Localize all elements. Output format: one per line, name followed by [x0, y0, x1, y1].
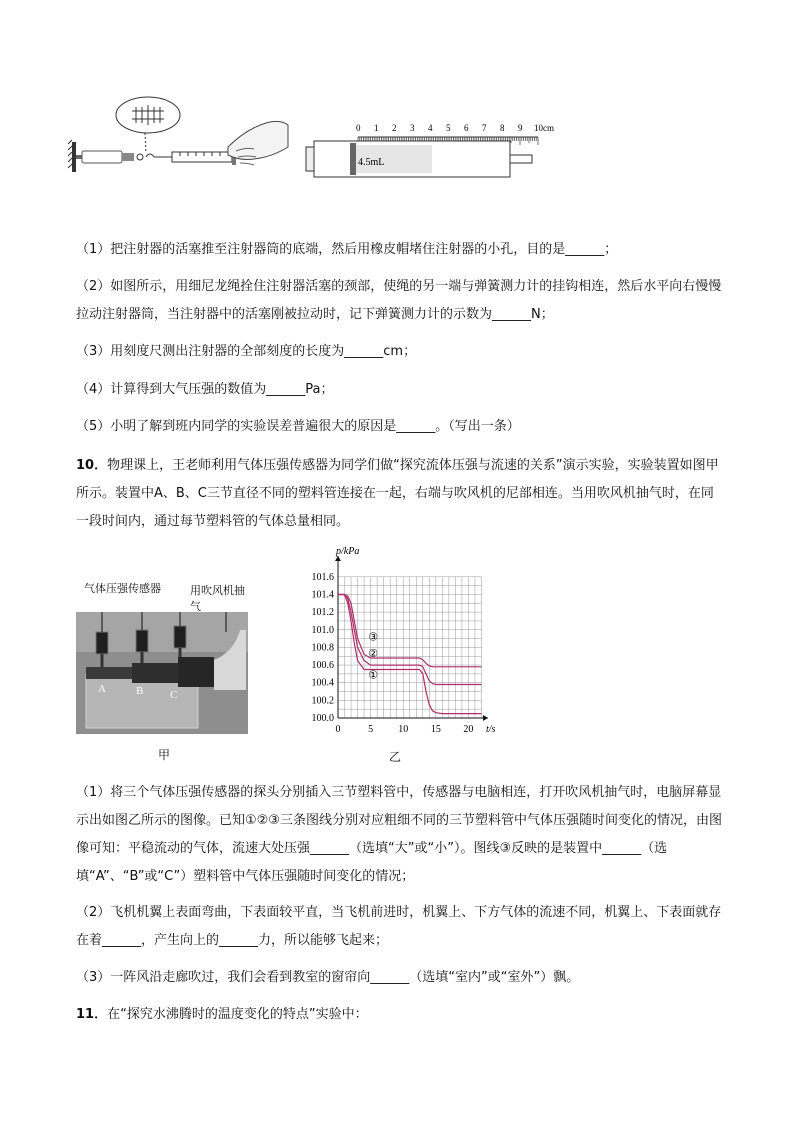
x-axis-label: t/s — [486, 724, 496, 735]
x-tick-label: 0 — [335, 724, 341, 735]
question-number: 11． — [76, 1007, 108, 1022]
x-axis-arrow — [483, 715, 488, 721]
syringe-volume-label: 4.5mL — [358, 157, 385, 168]
figure-caption-yi: 乙 — [389, 750, 402, 764]
y-tick-label: 101.2 — [311, 607, 334, 619]
q9-item-4: （4）计算得到大气压强的数值为______Pa； — [76, 382, 334, 397]
syringe-experiment-figure — [60, 95, 580, 185]
q9-item-5: （5）小明了解到班内同学的实验误差普遍很大的原因是______。（写出一条） — [76, 419, 520, 434]
q10-item-3: （3）一阵风沿走廊吹过，我们会看到教室的窗帘向______（选填“室内”或“室外”）飘。 — [76, 970, 580, 985]
ruler-tick-label: 7 — [482, 123, 487, 133]
y-tick-label: 100.6 — [311, 660, 334, 672]
y-tick-label: 100.4 — [311, 677, 334, 689]
x-tick-label: 10 — [398, 724, 409, 735]
ruler-tick-label: 2 — [392, 123, 397, 133]
apparatus-photo — [76, 570, 248, 735]
question-number: 10． — [76, 458, 108, 473]
pipe-label-b: B — [136, 685, 144, 697]
pressure-time-chart — [300, 542, 515, 742]
q9-item-2: （2）如图所示，用细尼龙绳拴住注射器活塞的颈部，使绳的另一端与弹簧测力计的挂钩相连，然后水平向右慢慢拉动注射器筒，当注射器中的活塞刚被拉动时，记下弹簧测力计的示数为______N； — [76, 279, 722, 322]
pipe-label-c: C — [170, 689, 178, 701]
ruler-tick-label: 6 — [464, 123, 469, 133]
q10-intro — [76, 452, 724, 536]
ruler-tick-label: 4 — [428, 123, 433, 133]
blower-label: 用吹风机抽气 — [190, 584, 245, 613]
ruler-tick-label: 8 — [500, 123, 505, 133]
question-text: 物理课上，王老师利用气体压强传感器为同学们做“探究流体压强与流速的关系”演示实验，实验装置如图甲所示。装置中A、B、C三节直径不同的塑料管连接在一起，右端与吹风机的尼部相连。当用吹风机抽气时，在同一段时间内，通过每节塑料管的气体总量相同。 — [76, 458, 719, 529]
series-label: ③ — [368, 631, 379, 644]
y-tick-label: 100.8 — [311, 642, 334, 654]
x-tick-label: 20 — [463, 724, 474, 735]
question-text: 在“探究水沸腾时的温度变化的特点”实验中： — [107, 1007, 368, 1022]
q11-intro — [76, 1001, 724, 1029]
y-tick-label: 101.6 — [311, 571, 334, 583]
ruler-tick-label: 1 — [374, 123, 379, 133]
figure-caption-jia: 甲 — [158, 748, 171, 762]
q9-item-1: （1）把注射器的活塞推至注射器筒的底端，然后用橡皮帽堵住注射器的小孔，目的是______； — [76, 242, 618, 257]
ruler-tick-label: 10cm — [534, 123, 554, 133]
ruler-tick-label: 0 — [356, 123, 361, 133]
y-tick-label: 100.2 — [311, 695, 334, 707]
sensor-label: 气体压强传感器 — [84, 582, 161, 595]
y-axis-label: p/kPa — [336, 546, 360, 557]
y-tick-label: 101.0 — [311, 624, 334, 636]
series-label: ② — [368, 648, 379, 661]
ruler-tick-label: 9 — [518, 123, 523, 133]
x-tick-label: 5 — [368, 724, 374, 735]
q10-item-1: （1）将三个气体压强传感器的探头分别插入三节塑料管中，传感器与电脑相连，打开吹风机抽气时，电脑屏幕显示出如图乙所示的图像。已知①②③三条图线分别对应粗细不同的三节塑料管中气体压强随时间变化的情况，由图像可知：平稳流动的气体，流速大处压强______（选填“大”或“小”）。图线③反映的是装置中______（选填“A”、“B”或“C”）塑料管中气体压强随时间变化的情况； — [76, 785, 722, 884]
ruler-tick-label: 3 — [410, 123, 415, 133]
x-tick-label: 15 — [430, 724, 441, 735]
pipe-label-a: A — [98, 683, 106, 695]
y-tick-label: 100.0 — [311, 713, 334, 724]
q10-item-2: （2）飞机机翼上表面弯曲，下表面较平直，当飞机前进时，机翼上、下方气体的流速不同，机翼上、下表面就存在着______，产生向上的______力，所以能够飞起来； — [76, 905, 722, 948]
series-label: ① — [368, 669, 379, 682]
q9-item-3: （3）用刻度尺测出注射器的全部刻度的长度为______cm； — [76, 344, 417, 359]
ruler-tick-label: 5 — [446, 123, 451, 133]
y-tick-label: 101.4 — [311, 589, 334, 601]
